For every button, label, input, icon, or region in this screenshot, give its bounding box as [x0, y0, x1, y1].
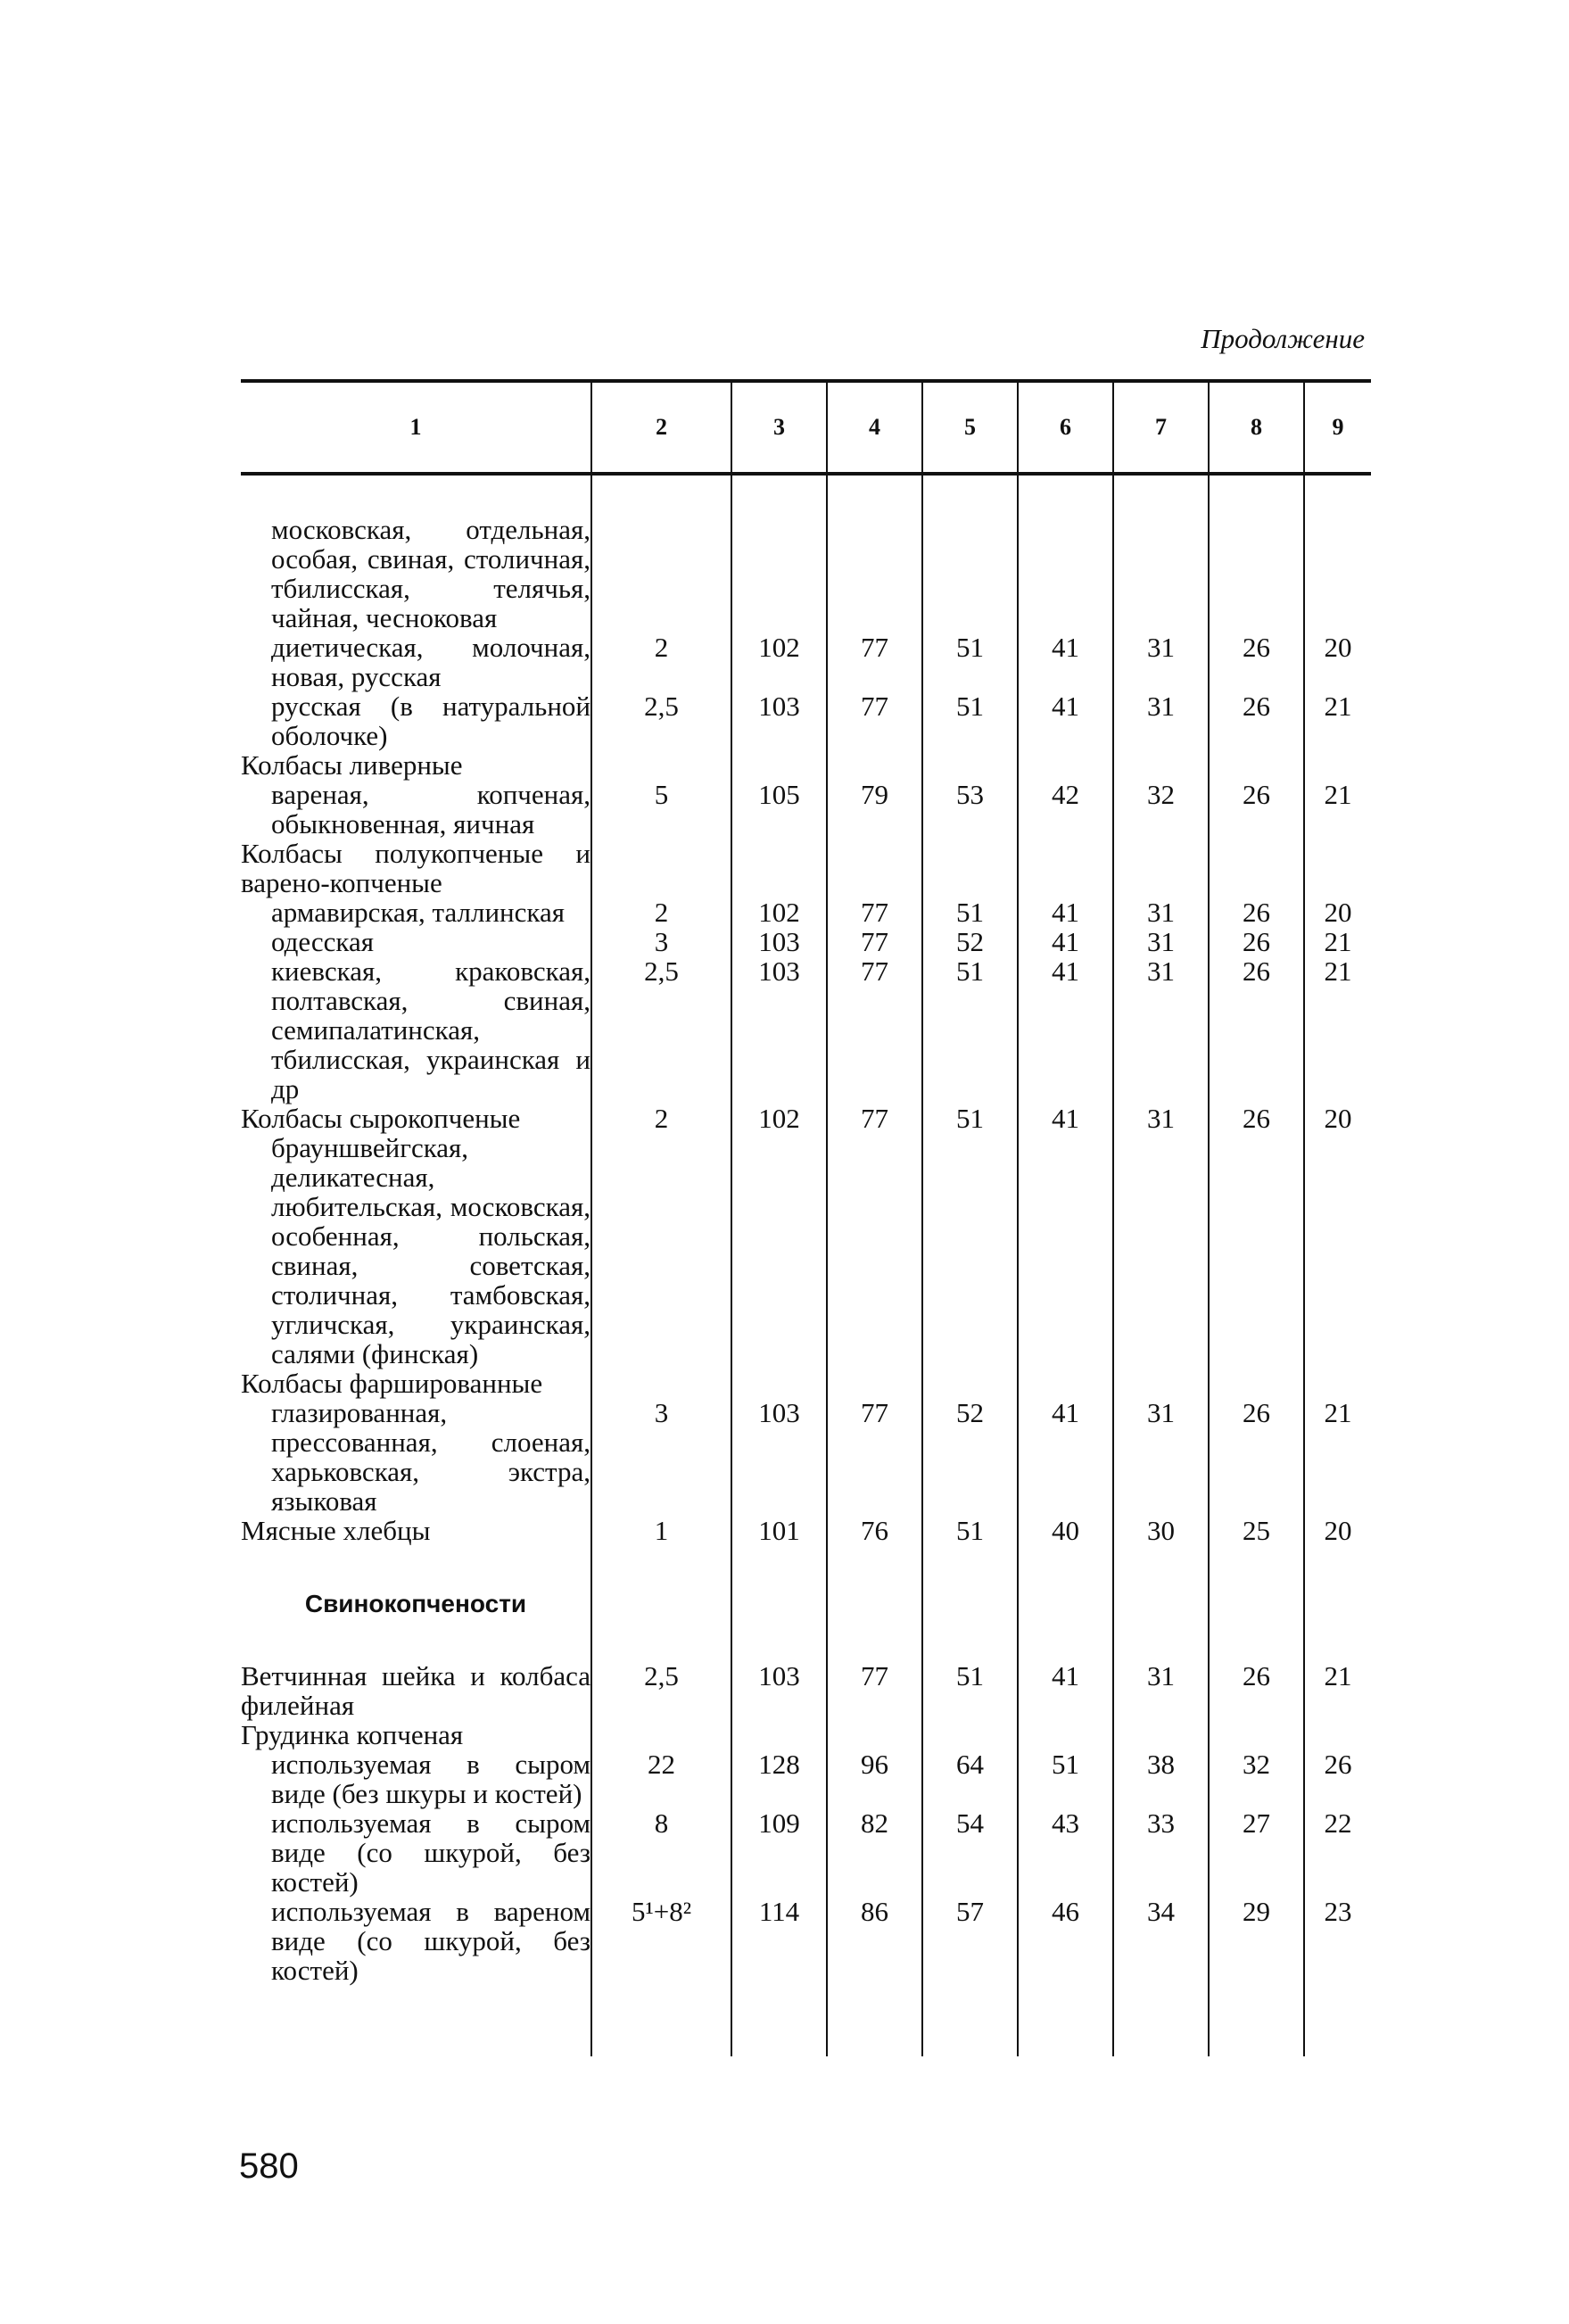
cell-value: 41: [1018, 691, 1113, 750]
table-body-smoked-pork: [241, 1661, 1371, 1985]
cell-value: [591, 839, 731, 897]
cell-value: 21: [1304, 956, 1371, 1104]
data-table-wrapper: [241, 379, 1367, 2056]
cell-value: [1113, 839, 1209, 897]
cell-value: [1209, 1720, 1304, 1749]
table-row: [241, 897, 1371, 927]
cell-value: 51: [1018, 1749, 1113, 1808]
cell-value: [922, 1720, 1018, 1749]
cell-value: 5¹+8²: [591, 1897, 731, 1985]
cell-value: [827, 1720, 922, 1749]
cell-value: 103: [731, 1398, 827, 1516]
cell-value: 86: [827, 1897, 922, 1985]
cell-value: 26: [1304, 1749, 1371, 1808]
cell-value: 41: [1018, 1104, 1113, 1133]
cell-value: [922, 1369, 1018, 1398]
cell-value: [1018, 839, 1113, 897]
cell-value: 54: [922, 1808, 1018, 1897]
cell-value: 34: [1113, 1897, 1209, 1985]
cell-value: 103: [731, 691, 827, 750]
cell-value: [1113, 515, 1209, 633]
row-label: вареная, копченая, обыкновенная, яичная: [271, 779, 590, 839]
cell-value: 31: [1113, 956, 1209, 1104]
column-header-row: [241, 381, 1371, 474]
cell-value: 31: [1113, 633, 1209, 691]
cell-value: 32: [1113, 780, 1209, 839]
cell-value: 46: [1018, 1897, 1113, 1985]
row-label: московская, отдельная, особая, свиная, столичная, тбилисская, телячья, чайная, чесноковая: [271, 514, 590, 633]
cell-value: 51: [922, 1516, 1018, 1545]
cell-value: 21: [1304, 1398, 1371, 1516]
cell-value: 31: [1113, 897, 1209, 927]
cell-value: [1018, 1720, 1113, 1749]
cell-value: [827, 750, 922, 780]
cell-value: 41: [1018, 1398, 1113, 1516]
cell-value: [1113, 1133, 1209, 1369]
row-label: армавирская, таллинская: [271, 897, 565, 928]
cell-value: 22: [591, 1749, 731, 1808]
row-label: используемая в сыром виде (без шкуры и костей): [271, 1749, 590, 1809]
cell-value: [1209, 1133, 1304, 1369]
cell-value: 38: [1113, 1749, 1209, 1808]
row-label: Ветчинная шейка и колбаса филейная: [241, 1660, 590, 1721]
table-row: [241, 956, 1371, 1104]
table-row: [241, 1808, 1371, 1897]
cell-value: [1209, 839, 1304, 897]
cell-value: 22: [1304, 1808, 1371, 1897]
cell-value: [1209, 515, 1304, 633]
table-row: [241, 515, 1371, 633]
row-label: Мясные хлебцы: [241, 1515, 431, 1546]
cell-value: 20: [1304, 897, 1371, 927]
cell-value: 21: [1304, 927, 1371, 956]
cell-value: 21: [1304, 1661, 1371, 1720]
cell-value: 2: [591, 1104, 731, 1133]
row-label: брауншвейгская, деликатесная, любительская, московская, особенная, польская, свиная, советская, столичная, тамбовская, угличская, украинская, салями (финская): [271, 1132, 590, 1369]
cell-value: [731, 839, 827, 897]
cell-value: [731, 515, 827, 633]
cell-value: [1304, 1720, 1371, 1749]
cell-value: 1: [591, 1516, 731, 1545]
cell-value: 31: [1113, 927, 1209, 956]
table-row: [241, 1398, 1371, 1516]
cell-value: [1304, 839, 1371, 897]
table-row: [241, 1897, 1371, 1985]
cell-value: 32: [1209, 1749, 1304, 1808]
cell-value: 31: [1113, 1104, 1209, 1133]
row-label: используемая в сыром виде (со шкурой, без костей): [271, 1807, 590, 1898]
row-label: русская (в натуральной оболочке): [271, 691, 590, 751]
table-row: [241, 1104, 1371, 1133]
cell-value: [922, 1133, 1018, 1369]
section-row-group: [241, 1545, 1371, 1661]
cell-value: 103: [731, 1661, 827, 1720]
tail-row-group: [241, 1985, 1371, 2056]
cell-value: 30: [1113, 1516, 1209, 1545]
row-label: используемая в вареном виде (со шкурой, без костей): [271, 1896, 590, 1986]
cell-value: 114: [731, 1897, 827, 1985]
cell-value: 41: [1018, 1661, 1113, 1720]
cell-value: 102: [731, 1104, 827, 1133]
cell-value: 109: [731, 1808, 827, 1897]
cell-value: [827, 839, 922, 897]
cell-value: 21: [1304, 780, 1371, 839]
cell-value: 105: [731, 780, 827, 839]
column-header: 2: [591, 381, 731, 474]
table-row: [241, 1369, 1371, 1398]
cell-value: 53: [922, 780, 1018, 839]
table-body-sausages: [241, 474, 1371, 1545]
cell-value: 2,5: [591, 691, 731, 750]
nutrition-table: [241, 379, 1371, 2056]
cell-value: 40: [1018, 1516, 1113, 1545]
cell-value: [1209, 750, 1304, 780]
cell-value: [591, 750, 731, 780]
row-label: одесская: [271, 926, 375, 957]
table-row: [241, 1749, 1371, 1808]
cell-value: [1018, 515, 1113, 633]
table-row: [241, 839, 1371, 897]
cell-value: 102: [731, 897, 827, 927]
cell-value: 103: [731, 956, 827, 1104]
cell-value: 51: [922, 1661, 1018, 1720]
continued-label: Продолжение: [1201, 323, 1365, 354]
cell-value: [731, 1720, 827, 1749]
cell-value: 77: [827, 691, 922, 750]
cell-value: 26: [1209, 1104, 1304, 1133]
cell-value: 51: [922, 1104, 1018, 1133]
cell-value: 41: [1018, 927, 1113, 956]
cell-value: 20: [1304, 1516, 1371, 1545]
cell-value: 23: [1304, 1897, 1371, 1985]
cell-value: 57: [922, 1897, 1018, 1985]
cell-value: [731, 750, 827, 780]
column-header: 9: [1304, 381, 1371, 474]
cell-value: [1113, 1720, 1209, 1749]
cell-value: [827, 515, 922, 633]
cell-value: [591, 515, 731, 633]
table-row: [241, 1133, 1371, 1369]
cell-value: 41: [1018, 897, 1113, 927]
cell-value: 20: [1304, 633, 1371, 691]
cell-value: 77: [827, 927, 922, 956]
cell-value: [922, 750, 1018, 780]
cell-value: 3: [591, 1398, 731, 1516]
cell-value: 27: [1209, 1808, 1304, 1897]
cell-value: 52: [922, 927, 1018, 956]
cell-value: 102: [731, 633, 827, 691]
table-row: [241, 750, 1371, 780]
cell-value: 29: [1209, 1897, 1304, 1985]
cell-value: 26: [1209, 1661, 1304, 1720]
table-row: [241, 1720, 1371, 1749]
cell-value: 3: [591, 927, 731, 956]
cell-value: 26: [1209, 633, 1304, 691]
row-label: глазированная, прессованная, слоеная, харьковская, экстра, языковая: [271, 1397, 590, 1517]
column-header: 3: [731, 381, 827, 474]
row-label: киевская, краковская, полтавская, свиная, семипалатинская, тбилисская, украинская и др: [271, 955, 590, 1104]
table-row: [241, 1516, 1371, 1545]
cell-value: 77: [827, 633, 922, 691]
cell-value: [591, 1133, 731, 1369]
row-label: Колбасы сырокопченые: [241, 1103, 521, 1134]
cell-value: 26: [1209, 897, 1304, 927]
section-row: [241, 1545, 1371, 1661]
cell-value: 2: [591, 897, 731, 927]
cell-value: [827, 1369, 922, 1398]
table-row: [241, 691, 1371, 750]
cell-value: 51: [922, 956, 1018, 1104]
cell-value: 96: [827, 1749, 922, 1808]
cell-value: 8: [591, 1808, 731, 1897]
cell-value: 2,5: [591, 956, 731, 1104]
cell-value: 21: [1304, 691, 1371, 750]
cell-value: 79: [827, 780, 922, 839]
column-header: 6: [1018, 381, 1113, 474]
cell-value: [1113, 1369, 1209, 1398]
cell-value: [1018, 1369, 1113, 1398]
cell-value: [1018, 750, 1113, 780]
table-row: [241, 633, 1371, 691]
cell-value: 76: [827, 1516, 922, 1545]
row-label: Колбасы полукопченые и варено-копченые: [241, 838, 590, 898]
cell-value: 20: [1304, 1104, 1371, 1133]
cell-value: [731, 1369, 827, 1398]
column-header: 1: [241, 381, 591, 474]
cell-value: 82: [827, 1808, 922, 1897]
row-label: Колбасы фаршированные: [241, 1368, 543, 1399]
row-label: Колбасы ливерные: [241, 749, 463, 781]
column-header: 4: [827, 381, 922, 474]
row-label: диетическая, молочная, новая, русская: [271, 632, 590, 692]
cell-value: 52: [922, 1398, 1018, 1516]
cell-value: 31: [1113, 1398, 1209, 1516]
cell-value: [1304, 1369, 1371, 1398]
spacer-row: [241, 474, 1371, 515]
cell-value: 41: [1018, 633, 1113, 691]
cell-value: 51: [922, 633, 1018, 691]
cell-value: 77: [827, 1104, 922, 1133]
cell-value: 103: [731, 927, 827, 956]
cell-value: 77: [827, 897, 922, 927]
cell-value: 77: [827, 1398, 922, 1516]
cell-value: [591, 1369, 731, 1398]
cell-value: 26: [1209, 691, 1304, 750]
cell-value: 26: [1209, 956, 1304, 1104]
cell-value: 77: [827, 956, 922, 1104]
cell-value: [591, 1720, 731, 1749]
cell-value: 128: [731, 1749, 827, 1808]
cell-value: [1304, 750, 1371, 780]
cell-value: [922, 839, 1018, 897]
cell-value: 25: [1209, 1516, 1304, 1545]
cell-value: 42: [1018, 780, 1113, 839]
cell-value: 41: [1018, 956, 1113, 1104]
cell-value: 2: [591, 633, 731, 691]
cell-value: 2,5: [591, 1661, 731, 1720]
cell-value: [1304, 1133, 1371, 1369]
cell-value: 26: [1209, 927, 1304, 956]
cell-value: [1113, 750, 1209, 780]
cell-value: [827, 1133, 922, 1369]
cell-value: 31: [1113, 691, 1209, 750]
cell-value: 51: [922, 691, 1018, 750]
cell-value: 31: [1113, 1661, 1209, 1720]
cell-value: 5: [591, 780, 731, 839]
cell-value: [731, 1133, 827, 1369]
tail-row: [241, 1985, 1371, 2056]
column-header: 5: [922, 381, 1018, 474]
column-header: 7: [1113, 381, 1209, 474]
cell-value: 43: [1018, 1808, 1113, 1897]
cell-value: 51: [922, 897, 1018, 927]
cell-value: [1209, 1369, 1304, 1398]
table-row: [241, 927, 1371, 956]
page-number: 580: [239, 2146, 299, 2186]
column-header: 8: [1209, 381, 1304, 474]
cell-value: [1304, 515, 1371, 633]
section-title: Свинокопчености: [304, 1589, 527, 1617]
row-label: Грудинка копченая: [241, 1719, 464, 1750]
table-row: [241, 780, 1371, 839]
cell-value: [1018, 1133, 1113, 1369]
cell-value: 77: [827, 1661, 922, 1720]
cell-value: 64: [922, 1749, 1018, 1808]
cell-value: 33: [1113, 1808, 1209, 1897]
cell-value: [922, 515, 1018, 633]
cell-value: 26: [1209, 780, 1304, 839]
cell-value: 101: [731, 1516, 827, 1545]
table-row: [241, 1661, 1371, 1720]
cell-value: 26: [1209, 1398, 1304, 1516]
